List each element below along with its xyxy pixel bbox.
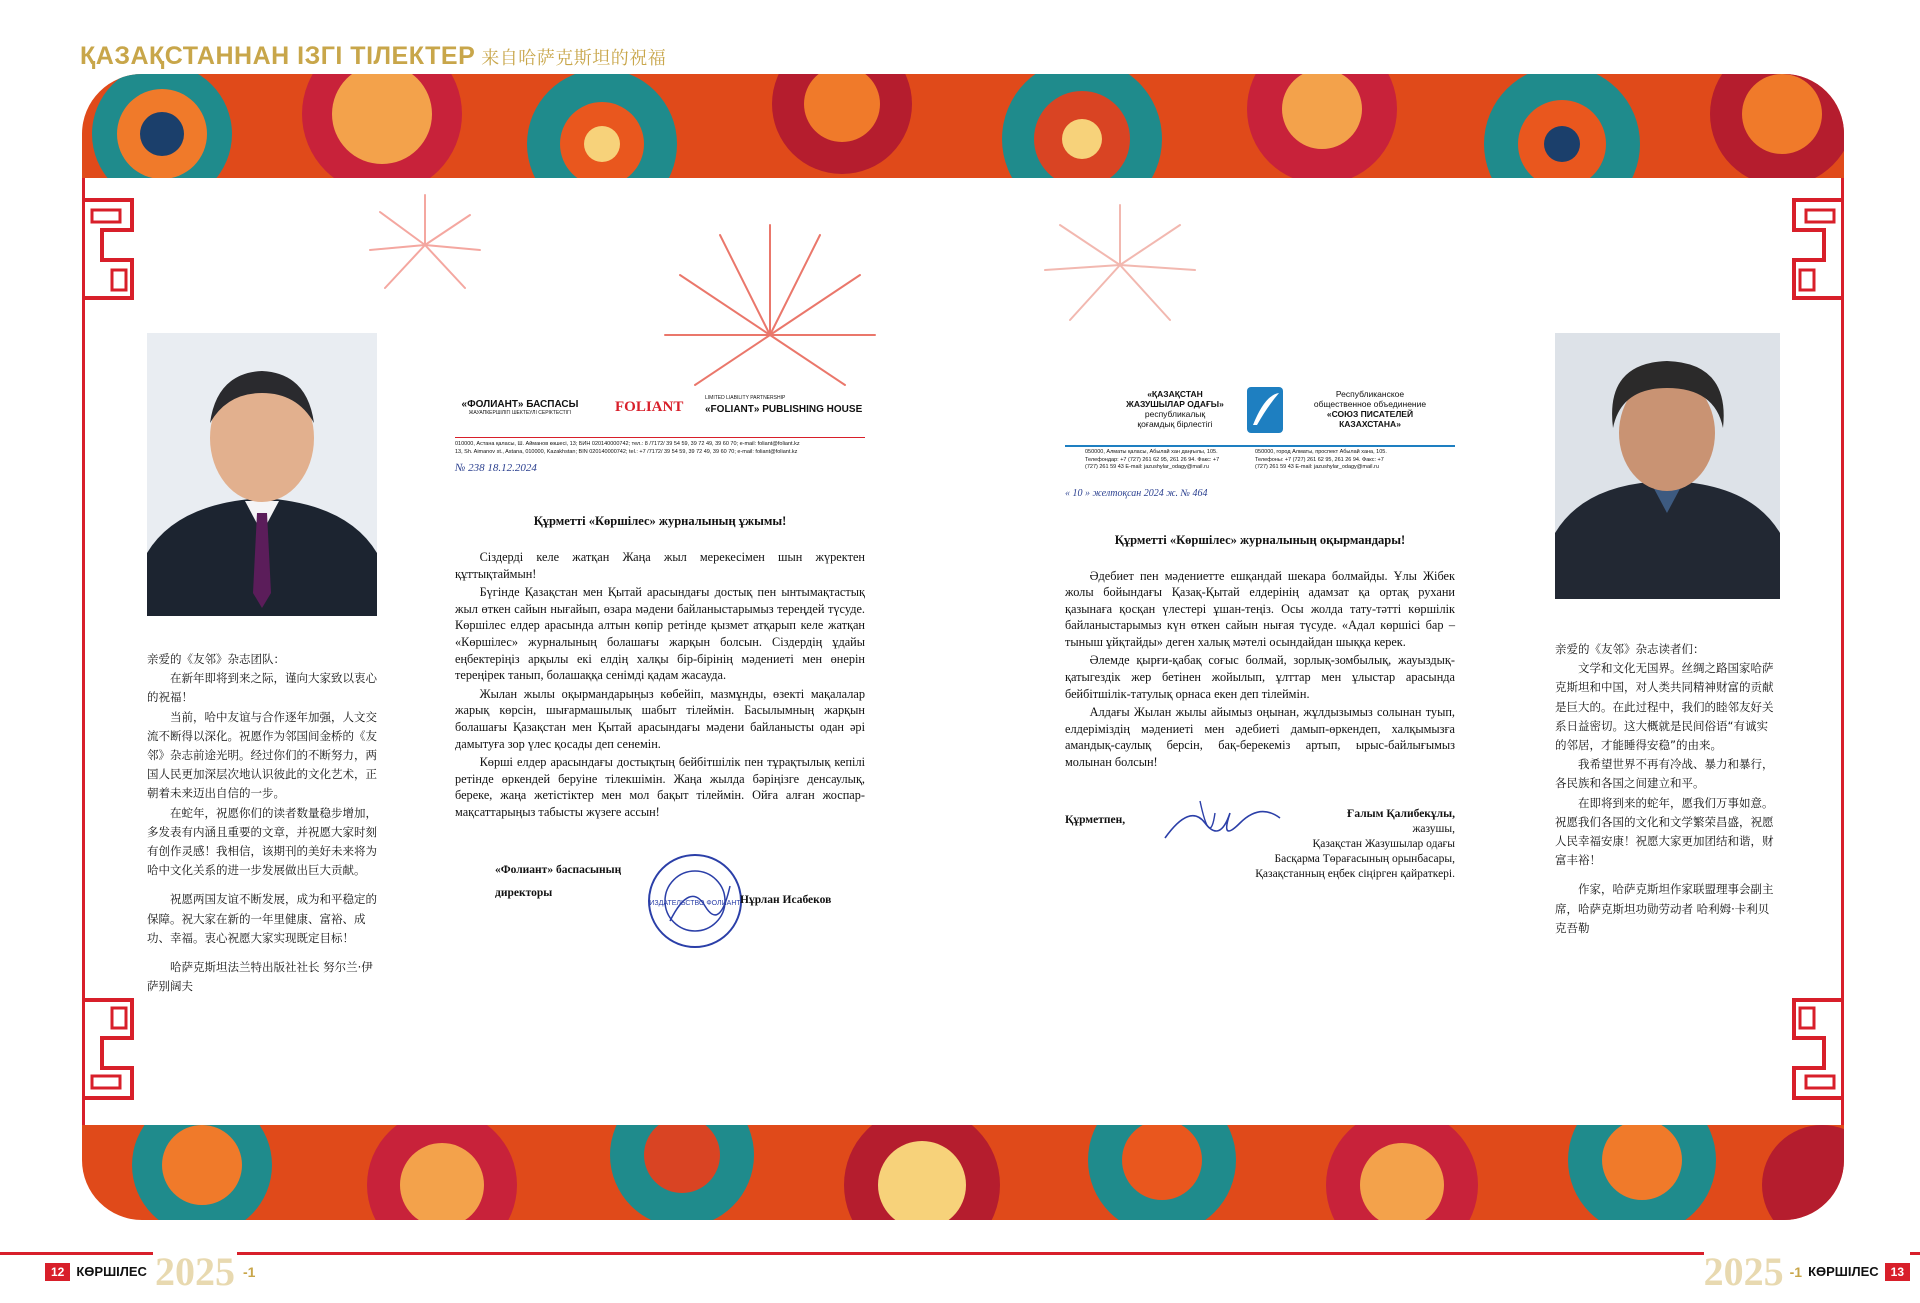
knot-ornament-bottom-right — [1782, 990, 1844, 1108]
letterhead-right-name: «FOLIANT» PUBLISHING HOUSE — [705, 404, 863, 415]
cn-paragraph: 在新年即将到来之际，谨向大家致以衷心的祝福！ — [147, 671, 377, 705]
foliant-logo: FOLIANT — [615, 399, 684, 415]
firework-decoration — [1040, 200, 1200, 330]
foliant-letter — [455, 395, 865, 961]
knot-ornament-top-left — [82, 190, 144, 308]
knot-ornament-top-right — [1782, 190, 1844, 308]
magazine-name-right: КӨРШІЛЕС — [1808, 1264, 1879, 1279]
closing-text: Құрметпен, — [1065, 813, 1126, 826]
right-frame-line — [1841, 178, 1844, 1125]
right-chinese-letter — [1555, 640, 1777, 938]
letterhead — [455, 395, 865, 437]
letterhead-left-sub: ЖАУАПКЕРШІЛІГІ ШЕКТЕУЛІ СЕРІКТЕСТІГІ — [468, 410, 572, 416]
firework-decoration-large — [660, 215, 880, 395]
year-mark-right: 2025 — [1703, 1249, 1784, 1294]
cn-paragraph: 祝愿两国友谊不断发展，成为和平稳定的保障。祝大家在新的一年里健康、富裕、成功、幸福。衷心祝愿大家实现既定目标！ — [147, 892, 377, 945]
reference-number: № 238 18.12.2024 — [455, 462, 537, 474]
footer-rule — [0, 1252, 1920, 1255]
signatory-name: Нұрлан Исабеков — [740, 893, 832, 906]
knot-ornament-bottom-left — [82, 990, 144, 1108]
footer-right — [1704, 1248, 1910, 1295]
left-chinese-letter — [147, 650, 377, 996]
stamp-text: ИЗДАТЕЛЬСТВО ФОЛИАНТ — [649, 899, 741, 907]
letter-signature-block — [1065, 793, 1455, 888]
cn-salutation: 亲爱的《友邻》杂志团队： — [147, 652, 285, 666]
letterhead-address: 010000, Астана қаласы, Ш. Айманов көшесі, 13; БИН 020140000742; тел.: 8 /7172/ 39 54 59, 39 72 49, 39 60 70; e-mail: foliant@foliant.kz 13, Sh. Aimanov st., Astana, 010000, Kazakhstan; BIN 020140000742; tel.: +7 /7172/ 39 54 59, 39 72 49, 39 60 70; e-mail: foliant@foliant.kz — [455, 437, 865, 456]
writers-union-logo-icon — [1245, 385, 1285, 435]
bottom-ornament-band — [82, 1125, 1844, 1220]
firework-decoration — [360, 190, 490, 300]
signatory-title: «Фолиант» баспасының директоры — [495, 863, 622, 899]
page-number-left: 12 — [45, 1263, 70, 1281]
letterhead — [1065, 385, 1455, 443]
letter-body: Әдебиет пен мәдениетте ешқандай шекара болмайды. Ұлы Жібек жолы бойындағы Қазақ-Қытай елдерінің адамзат қа ортақ рухани қазынаға қосқан үлестері ұшан-теңіз. Осы жолда тату-тәтті көршілік байланыстарымыз күн өткен сайын нығая түсуде. «Адал көршісі бар – тыныш ұйқтайды» деген халық мәтелі осындайдан шыққа керек. Әлемде қырғи-қабақ соғыс болмай, зорлық-зомбылық, жауыздық-қатыгездік жер бетінен жойылып, ұлттар мен ұлыстар арасында бейбітшілік-татулық орнаса екен деп тілеймін. Алдағы Жылан жылы айымыз оңынан, жұлдызымыз солынан туып, елдеріміздің мәдениеті мен әдебиеті дамып-өркендеп, халқымызға амандық-саулық берсін, бақ-берекеміз артып, ырыс-байлығымыз молынан болсын! — [1065, 568, 1455, 770]
cn-salutation: 亲爱的《友邻》杂志读者们： — [1555, 642, 1705, 656]
writers-union-letter — [1065, 385, 1455, 888]
reference-number: « 10 » желтоқсан 2024 ж. № 464 — [1065, 487, 1208, 499]
portrait-photo-isabekov — [147, 333, 377, 616]
cn-signature: 作家，哈萨克斯坦作家联盟理事会副主席，哈萨克斯坦功勋劳动者 哈利姆·卡利贝克吾勒 — [1555, 882, 1774, 935]
cn-paragraph: 文学和文化无国界。丝绸之路国家哈萨克斯坦和中国，对人类共同精神财富的贡献是巨大的。在此过程中，我们的睦邻友好关系日益密切。这大概就是民间俗语“有诚实的邻居，才能睡得安稳”的由来。 — [1555, 661, 1774, 753]
magazine-name-left: КӨРШІЛЕС — [76, 1264, 147, 1279]
letter-body: Сіздерді келе жатқан Жаңа жыл мерекесімен шын жүректен құттықтаймын! Бүгінде Қазақстан мен Қытай арасындағы достық пен ынтымақтастық жыл өткен сайын нығайып, өзара мәдени байланыстарымыз тереңдей түсуде. Көршілес елдер арасында алтын көпір ретінде қызмет атқарып келе жатқан «Көршілес» журналының болашағы жарқын болсын. Сіздердің ұдайы еңбектеріңіз арқылы екі елдің халқы бір-бірінің мәдениеті мен өнерін тереңірек танып, болашаққа сенімді қадам жасауда. Жылан жылы оқырмандарыңыз көбейіп, мазмұнды, өзекті мақалалар жарық көрсін, шығармашылық шабыт тілеймін. Басылымның жарқын болашағы Қазақстан мен Қытай арасындағы мәдени байланысты одан әрі дамытуға зор үлес қосады деп сенемін. Көрші елдер арасындағы достықтың бейбітшілік пен тұрақтылық кепілі ретінде өркендей беруіне тілекшімін. Жаңа жылда бәріңізге денсаулық, береке, жаңа жетістіктер мен мол бақыт тілеймін. Ойға алған жоспар-мақсаттарыңыз табысты жүзеге ассын! — [455, 550, 865, 819]
letter-signature-block — [455, 851, 865, 961]
cn-paragraph: 我希望世界不再有冷战、暴力和暴行，各民族和各国之间建立和平。 — [1555, 757, 1774, 791]
cn-paragraph: 当前，哈中友谊与合作逐年加强，人文交流不断得以深化。祝愿作为邻国间金桥的《友邻》杂志前途光明。经过你们的不断努力，两国人民更加深层次地认识彼此的文化艺术，正朝着未来迈出自信的一步。 — [147, 709, 377, 801]
letter-title: Құрметті «Көршілес» журналының ұжымы! — [533, 514, 787, 528]
cn-paragraph: 在蛇年，祝愿你们的读者数量稳步增加，多发表有内涵且重要的文章，并祝愿大家时刻有创作灵感！我相信，该期刊的美好未来将为哈中文化关系的进一步发展做出巨大贡献。 — [147, 805, 377, 878]
issue-number-left: -1 — [242, 1263, 256, 1280]
signatory-name: Ғалым Қалибекұлы, — [1347, 807, 1455, 820]
portrait-photo-kalibekuly — [1555, 333, 1780, 599]
official-stamp — [645, 851, 745, 951]
letterhead-right-sub: LIMITED LIABILITY PARTNERSHIP — [705, 395, 786, 401]
letterhead-left: «ҚАЗАҚСТАН ЖАЗУШЫЛАР ОДАҒЫ» республикалық қоғамдық бірлестігі — [1126, 389, 1224, 429]
header-title-cn: 来自哈萨克斯坦的祝福 — [481, 48, 667, 68]
page-header — [80, 42, 666, 71]
left-frame-line — [82, 178, 85, 1125]
year-mark-left: 2025 — [154, 1249, 235, 1294]
issue-number-right: -1 — [1789, 1263, 1803, 1280]
letter-title: Құрметті «Көршілес» журналының оқырмандары! — [1114, 532, 1406, 547]
header-title-kz: ҚАЗАҚСТАННАН ІЗГІ ТІЛЕКТЕР — [80, 42, 476, 70]
footer-left — [45, 1248, 255, 1295]
top-ornament-band — [82, 74, 1844, 178]
signatory-details: Ғалым Қалибекұлы, жазушы, Қазақстан Жазушылар одағы Басқарма Төрағасының орынбасары, Қазақстанның еңбек сіңірген қайраткері. — [1255, 807, 1455, 880]
cn-paragraph: 在即将到来的蛇年，愿我们万事如意。祝愿我们各国的文化和文学繁荣昌盛，祝愿人民幸福安康！祝愿大家更加团结和谐，财富丰裕！ — [1555, 795, 1774, 868]
letterhead-right: Республиканское общественное объединение «СОЮЗ ПИСАТЕЛЕЙ КАЗАХСТАНА» — [1313, 389, 1427, 429]
letterhead-address: 050000, Алматы қаласы, Абылай хан даңғылы, 105. Телефондар: +7 (727) 261 62 95, 261 26 94. Факс: +7 (727) 261 59 43 E-mail: jazushylar_odagy@mail.ru 050000, город Алматы, проспект Абылай хана, 105. Телефоны: +7 (727) 261 62 95, 261 26 94. Факс: +7 (727) 261 59 43 E-mail: jazushylar_odagy@mail.ru — [1065, 445, 1455, 472]
cn-signature: 哈萨克斯坦法兰特出版社社长 努尔兰·伊萨别阔夫 — [147, 960, 373, 994]
page-number-right: 13 — [1885, 1263, 1910, 1281]
letterhead-left-name: «ФОЛИАНТ» БАСПАСЫ — [461, 399, 579, 410]
